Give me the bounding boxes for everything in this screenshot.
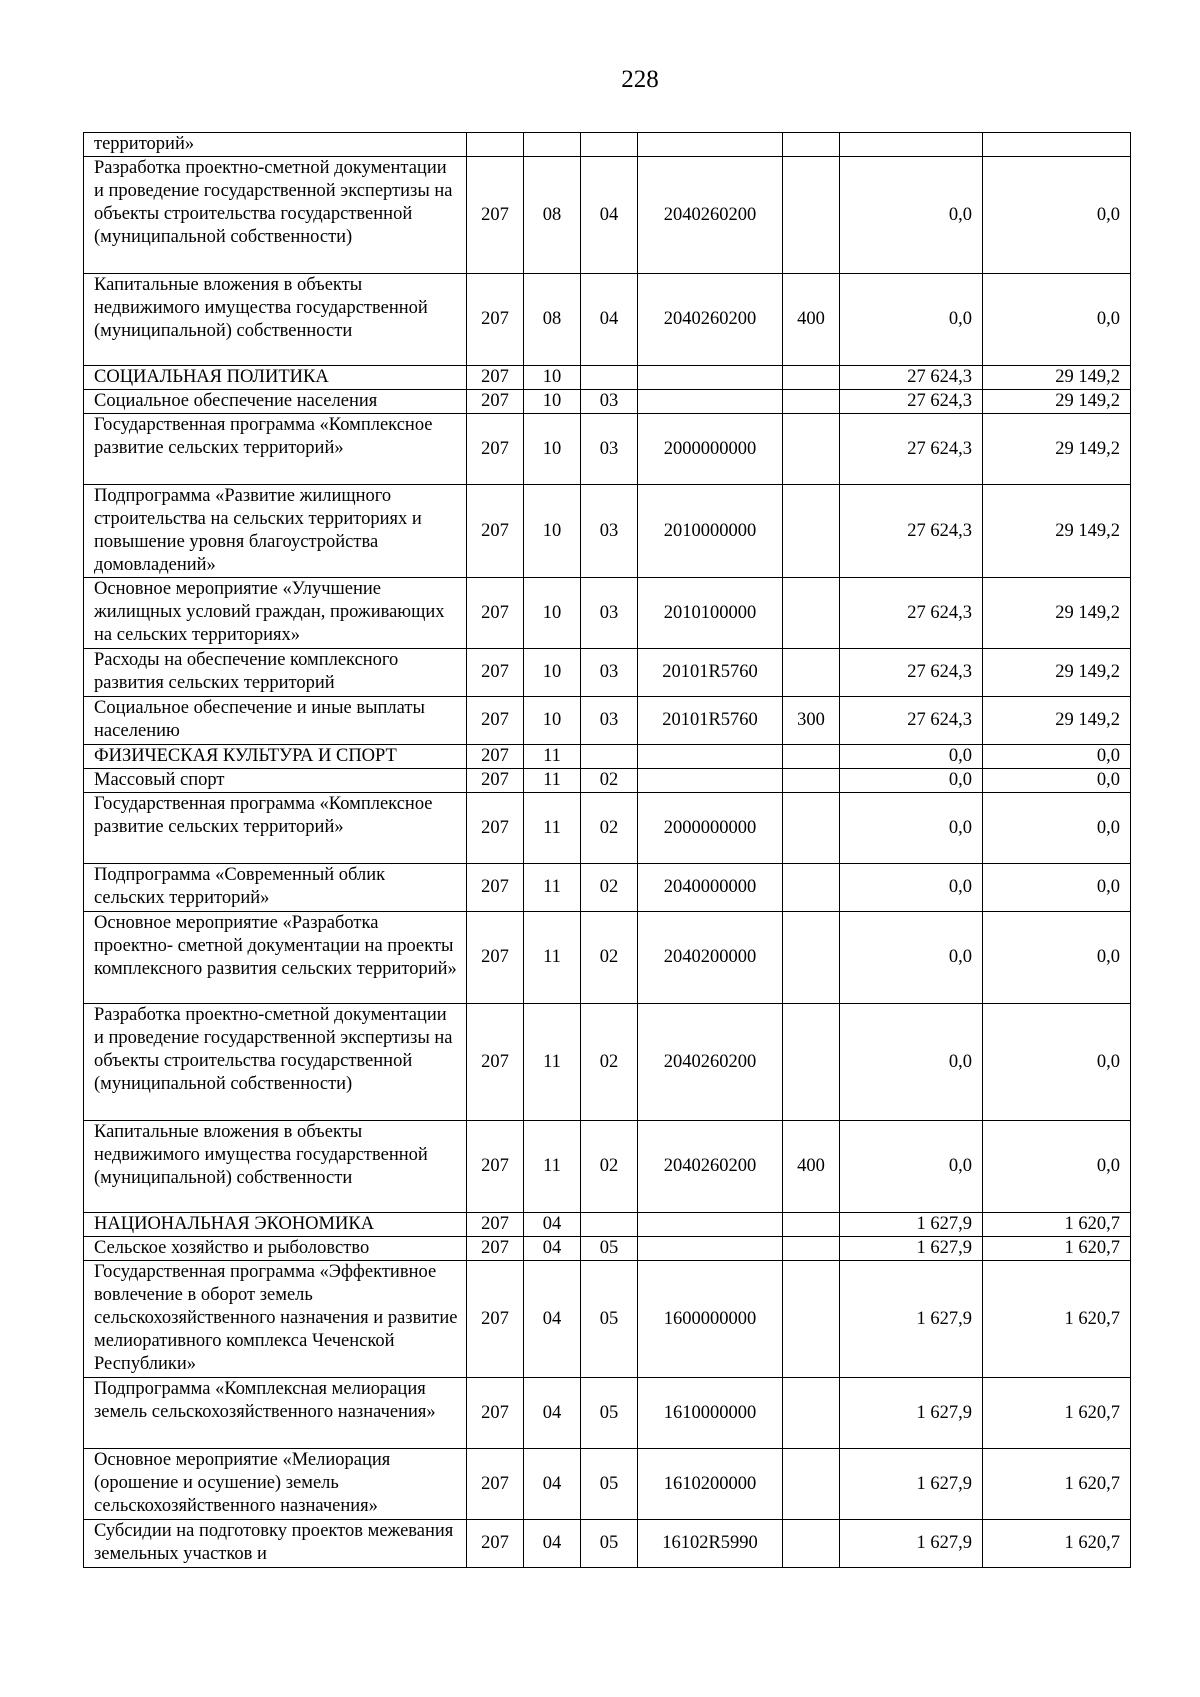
cell-c1: 207: [467, 1121, 524, 1213]
cell-v1: 0,0: [840, 793, 983, 864]
cell-name: Капитальные вложения в объекты недвижимого имущества государственной (муниципальной) собственности: [84, 274, 467, 366]
cell-name: Разработка проектно-сметной документации и проведение государственной экспертизы на объекты строительства государственной (муниципальной собственности): [84, 157, 467, 274]
cell-c5: 400: [783, 274, 840, 366]
cell-c4: 2040200000: [638, 912, 783, 1004]
cell-c1: 207: [467, 793, 524, 864]
cell-c2: 10: [524, 649, 581, 697]
cell-name: Основное мероприятие «Мелиорация (орошение и осушение) земель сельскохозяйственного назначения»: [84, 1449, 467, 1520]
cell-c4: 2040260200: [638, 1121, 783, 1213]
cell-name: Социальное обеспечение и иные выплаты населению: [84, 697, 467, 745]
cell-c5: [783, 1237, 840, 1261]
cell-v2: 29 149,2: [983, 485, 1131, 578]
cell-c1: 207: [467, 649, 524, 697]
cell-v1: 0,0: [840, 157, 983, 274]
table-row: [84, 649, 1131, 697]
table-row: [84, 912, 1131, 1004]
cell-c5: [783, 366, 840, 390]
cell-c1: 207: [467, 864, 524, 912]
table-row: [84, 1261, 1131, 1378]
cell-v2: 29 149,2: [983, 366, 1131, 390]
cell-c2: 11: [524, 912, 581, 1004]
cell-c3: 03: [581, 649, 638, 697]
cell-name: СОЦИАЛЬНАЯ ПОЛИТИКА: [84, 366, 467, 390]
cell-c1: 207: [467, 1004, 524, 1121]
cell-name: территорий»: [84, 133, 467, 157]
cell-c2: 11: [524, 745, 581, 769]
cell-c2: 11: [524, 1004, 581, 1121]
cell-c3: 02: [581, 769, 638, 793]
cell-c3: 05: [581, 1237, 638, 1261]
cell-name: Государственная программа «Эффективное вовлечение в оборот земель сельскохозяйственного назначения и развитие мелиоративного комплекса Чеченской Республики»: [84, 1261, 467, 1378]
cell-c2: 10: [524, 697, 581, 745]
page-number: 228: [621, 66, 659, 93]
cell-c4: 2000000000: [638, 414, 783, 485]
cell-v2: 1 620,7: [983, 1520, 1131, 1568]
cell-v2: [983, 133, 1131, 157]
cell-c5: [783, 864, 840, 912]
table-row: [84, 1213, 1131, 1237]
cell-c5: [783, 390, 840, 414]
cell-v1: 27 624,3: [840, 366, 983, 390]
cell-name: Государственная программа «Комплексное развитие сельских территорий»: [84, 414, 467, 485]
cell-c2: 04: [524, 1378, 581, 1449]
cell-c1: 207: [467, 1520, 524, 1568]
cell-name: Основное мероприятие «Улучшение жилищных условий граждан, проживающих на сельских территориях»: [84, 578, 467, 649]
cell-v1: 0,0: [840, 745, 983, 769]
cell-c1: 207: [467, 912, 524, 1004]
cell-name: Подпрограмма «Развитие жилищного строительства на сельских территориях и повышение уровня благоустройства домовладений»: [84, 485, 467, 578]
table-row: [84, 1121, 1131, 1213]
cell-c2: 11: [524, 793, 581, 864]
cell-c3: 03: [581, 697, 638, 745]
cell-c4: [638, 1237, 783, 1261]
cell-c1: 207: [467, 697, 524, 745]
cell-c5: [783, 769, 840, 793]
cell-c3: 02: [581, 912, 638, 1004]
table-row: [84, 697, 1131, 745]
cell-c5: [783, 578, 840, 649]
cell-c5: [783, 649, 840, 697]
cell-c4: [638, 366, 783, 390]
cell-c4: 2040260200: [638, 157, 783, 274]
cell-c4: 2040260200: [638, 1004, 783, 1121]
cell-v2: 29 149,2: [983, 414, 1131, 485]
cell-name: Подпрограмма «Комплексная мелиорация земель сельскохозяйственного назначения»: [84, 1378, 467, 1449]
table-row: [84, 485, 1131, 578]
cell-name: Подпрограмма «Современный облик сельских территорий»: [84, 864, 467, 912]
cell-c3: 03: [581, 390, 638, 414]
cell-v2: 29 149,2: [983, 649, 1131, 697]
cell-name: Основное мероприятие «Разработка проектно- сметной документации на проекты комплексного развития сельских территорий»: [84, 912, 467, 1004]
cell-c1: 207: [467, 745, 524, 769]
cell-v2: 0,0: [983, 864, 1131, 912]
table-row: [84, 366, 1131, 390]
cell-c2: 04: [524, 1237, 581, 1261]
cell-c2: 04: [524, 1213, 581, 1237]
cell-v2: 1 620,7: [983, 1261, 1131, 1378]
cell-v1: 0,0: [840, 1121, 983, 1213]
cell-name: ФИЗИЧЕСКАЯ КУЛЬТУРА И СПОРТ: [84, 745, 467, 769]
cell-c3: 02: [581, 1121, 638, 1213]
table-row: [84, 745, 1131, 769]
cell-c2: 10: [524, 485, 581, 578]
table-row: [84, 1449, 1131, 1520]
cell-c2: 10: [524, 414, 581, 485]
cell-c4: 1610200000: [638, 1449, 783, 1520]
cell-v1: 0,0: [840, 1004, 983, 1121]
cell-c5: [783, 485, 840, 578]
table-row: [84, 390, 1131, 414]
cell-c1: 207: [467, 390, 524, 414]
cell-v1: 1 627,9: [840, 1261, 983, 1378]
cell-c1: [467, 133, 524, 157]
cell-c5: [783, 414, 840, 485]
cell-c4: [638, 1213, 783, 1237]
cell-c3: 05: [581, 1261, 638, 1378]
cell-c4: [638, 133, 783, 157]
cell-v2: 0,0: [983, 1121, 1131, 1213]
cell-c2: 08: [524, 157, 581, 274]
cell-v2: 0,0: [983, 1004, 1131, 1121]
cell-v2: 1 620,7: [983, 1213, 1131, 1237]
cell-c4: [638, 390, 783, 414]
cell-v1: 27 624,3: [840, 390, 983, 414]
budget-table: [83, 132, 1131, 1568]
cell-v1: 1 627,9: [840, 1520, 983, 1568]
cell-c1: 207: [467, 366, 524, 390]
cell-v2: 29 149,2: [983, 697, 1131, 745]
cell-c5: [783, 793, 840, 864]
cell-c1: 207: [467, 1261, 524, 1378]
cell-c5: 400: [783, 1121, 840, 1213]
cell-name: НАЦИОНАЛЬНАЯ ЭКОНОМИКА: [84, 1213, 467, 1237]
cell-c5: [783, 1261, 840, 1378]
cell-c5: [783, 1378, 840, 1449]
cell-name: Сельское хозяйство и рыболовство: [84, 1237, 467, 1261]
cell-c1: 207: [467, 769, 524, 793]
cell-c2: 04: [524, 1520, 581, 1568]
cell-c5: [783, 912, 840, 1004]
cell-c3: 04: [581, 157, 638, 274]
cell-c4: 16102R5990: [638, 1520, 783, 1568]
cell-c3: 04: [581, 274, 638, 366]
cell-c4: 20101R5760: [638, 649, 783, 697]
cell-v2: 0,0: [983, 745, 1131, 769]
cell-c2: 04: [524, 1449, 581, 1520]
cell-c4: 2000000000: [638, 793, 783, 864]
cell-v2: 0,0: [983, 793, 1131, 864]
table-row: [84, 133, 1131, 157]
cell-v1: 1 627,9: [840, 1237, 983, 1261]
cell-v1: 27 624,3: [840, 414, 983, 485]
cell-c2: 11: [524, 864, 581, 912]
cell-c2: 04: [524, 1261, 581, 1378]
table-row: [84, 274, 1131, 366]
cell-c3: 05: [581, 1378, 638, 1449]
table-row: [84, 1520, 1131, 1568]
cell-c4: 2010100000: [638, 578, 783, 649]
cell-v1: 1 627,9: [840, 1378, 983, 1449]
cell-c2: 10: [524, 366, 581, 390]
table-row: [84, 864, 1131, 912]
table-row: [84, 157, 1131, 274]
cell-v2: 1 620,7: [983, 1378, 1131, 1449]
cell-c3: [581, 1213, 638, 1237]
cell-c4: [638, 769, 783, 793]
cell-v1: 0,0: [840, 769, 983, 793]
cell-c5: [783, 1520, 840, 1568]
cell-name: Разработка проектно-сметной документации и проведение государственной экспертизы на объекты строительства государственной (муниципальной собственности): [84, 1004, 467, 1121]
cell-v2: 1 620,7: [983, 1449, 1131, 1520]
cell-v2: 0,0: [983, 769, 1131, 793]
table-row: [84, 793, 1131, 864]
cell-c4: 2040260200: [638, 274, 783, 366]
cell-v1: 1 627,9: [840, 1213, 983, 1237]
cell-c3: 05: [581, 1449, 638, 1520]
table-row: [84, 1237, 1131, 1261]
cell-c1: 207: [467, 414, 524, 485]
cell-c4: 1610000000: [638, 1378, 783, 1449]
cell-v1: 27 624,3: [840, 578, 983, 649]
cell-c5: [783, 133, 840, 157]
cell-c3: 02: [581, 793, 638, 864]
table-row: [84, 1378, 1131, 1449]
cell-c2: 10: [524, 578, 581, 649]
cell-c4: 1600000000: [638, 1261, 783, 1378]
cell-c5: [783, 157, 840, 274]
cell-c5: [783, 1004, 840, 1121]
cell-c1: 207: [467, 1378, 524, 1449]
table-row: [84, 1004, 1131, 1121]
cell-v1: 27 624,3: [840, 485, 983, 578]
cell-name: Массовый спорт: [84, 769, 467, 793]
cell-c3: [581, 366, 638, 390]
cell-c1: 207: [467, 1213, 524, 1237]
cell-name: Капитальные вложения в объекты недвижимого имущества государственной (муниципальной) собственности: [84, 1121, 467, 1213]
cell-v1: 1 627,9: [840, 1449, 983, 1520]
cell-c2: 11: [524, 769, 581, 793]
cell-name: Расходы на обеспечение комплексного развития сельских территорий: [84, 649, 467, 697]
cell-c2: [524, 133, 581, 157]
cell-v1: 27 624,3: [840, 697, 983, 745]
cell-c2: 11: [524, 1121, 581, 1213]
cell-v2: 0,0: [983, 912, 1131, 1004]
cell-c4: 2040000000: [638, 864, 783, 912]
cell-c3: 02: [581, 1004, 638, 1121]
cell-c4: 2010000000: [638, 485, 783, 578]
cell-c3: [581, 133, 638, 157]
table-row: [84, 414, 1131, 485]
cell-c2: 10: [524, 390, 581, 414]
cell-c3: 03: [581, 578, 638, 649]
cell-name: Государственная программа «Комплексное развитие сельских территорий»: [84, 793, 467, 864]
cell-c4: [638, 745, 783, 769]
table-row: [84, 769, 1131, 793]
cell-c3: 03: [581, 414, 638, 485]
cell-v2: 0,0: [983, 274, 1131, 366]
cell-c5: [783, 745, 840, 769]
cell-c3: 05: [581, 1520, 638, 1568]
cell-c4: 20101R5760: [638, 697, 783, 745]
cell-v1: [840, 133, 983, 157]
cell-c5: [783, 1449, 840, 1520]
cell-c1: 207: [467, 1449, 524, 1520]
cell-c3: 02: [581, 864, 638, 912]
cell-c1: 207: [467, 1237, 524, 1261]
cell-v1: 0,0: [840, 912, 983, 1004]
cell-c1: 207: [467, 157, 524, 274]
cell-v2: 1 620,7: [983, 1237, 1131, 1261]
cell-c1: 207: [467, 485, 524, 578]
cell-c2: 08: [524, 274, 581, 366]
cell-v2: 29 149,2: [983, 390, 1131, 414]
cell-c3: [581, 745, 638, 769]
cell-v1: 0,0: [840, 864, 983, 912]
cell-name: Субсидии на подготовку проектов межевания земельных участков и: [84, 1520, 467, 1568]
cell-name: Социальное обеспечение населения: [84, 390, 467, 414]
cell-v1: 27 624,3: [840, 649, 983, 697]
cell-v2: 0,0: [983, 157, 1131, 274]
cell-c5: 300: [783, 697, 840, 745]
cell-v1: 0,0: [840, 274, 983, 366]
cell-c3: 03: [581, 485, 638, 578]
cell-c5: [783, 1213, 840, 1237]
cell-v2: 29 149,2: [983, 578, 1131, 649]
table-row: [84, 578, 1131, 649]
cell-c1: 207: [467, 274, 524, 366]
cell-c1: 207: [467, 578, 524, 649]
